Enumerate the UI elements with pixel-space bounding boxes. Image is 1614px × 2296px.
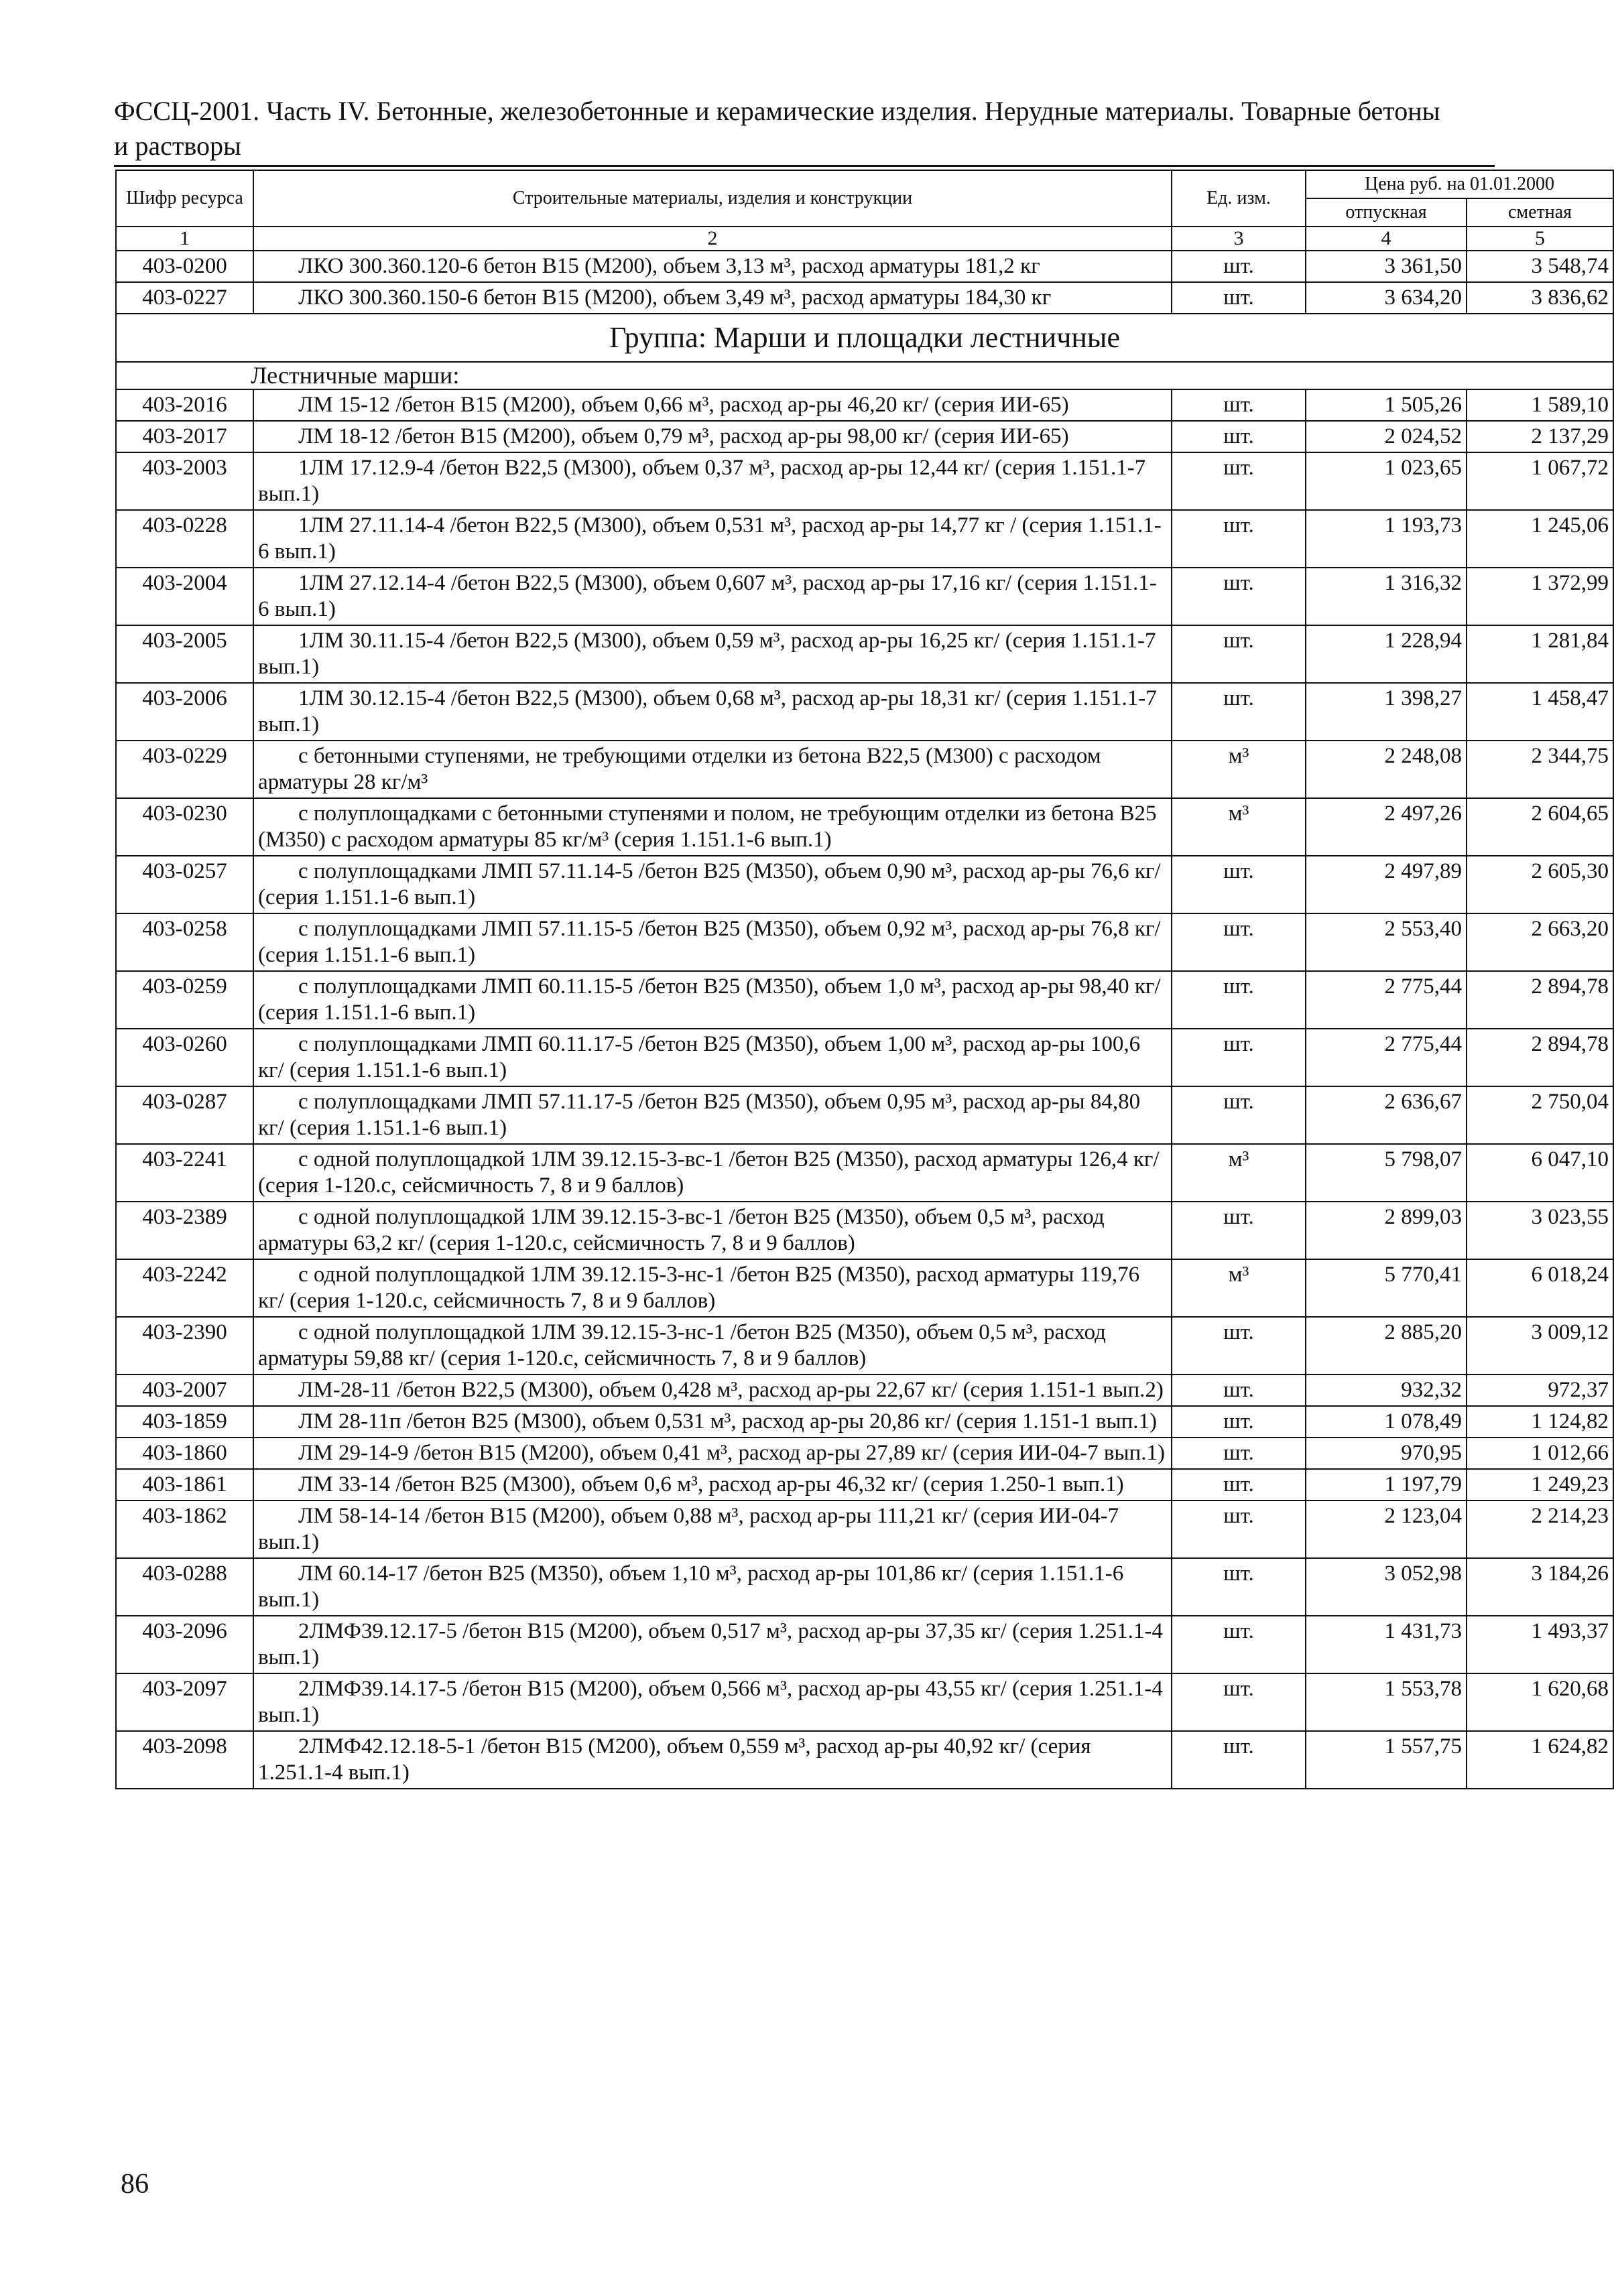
unit-of-measure: шт. <box>1172 1202 1306 1259</box>
estimate-price: 1 012,66 <box>1467 1438 1613 1469</box>
table-row <box>116 1406 1613 1438</box>
release-price: 1 553,78 <box>1306 1673 1467 1731</box>
unit-of-measure: шт. <box>1172 971 1306 1029</box>
estimate-price: 6 047,10 <box>1467 1144 1613 1202</box>
unit-of-measure: шт. <box>1172 568 1306 625</box>
estimate-price: 2 137,29 <box>1467 421 1613 452</box>
group-heading-row <box>116 314 1613 362</box>
unit-of-measure: шт. <box>1172 625 1306 683</box>
column-number: 3 <box>1172 227 1306 251</box>
resource-code: 403-2098 <box>116 1731 253 1789</box>
column-number: 2 <box>253 227 1172 251</box>
price-table <box>115 170 1614 1789</box>
estimate-price: 972,37 <box>1467 1375 1613 1406</box>
resource-code: 403-0259 <box>116 971 253 1029</box>
unit-of-measure: шт. <box>1172 421 1306 452</box>
item-description: с полуплощадками ЛМП 60.11.15-5 /бетон В25 (М350), объем 1,0 м³, расход ар-ры 98,40 кг/ (серия 1.151.1-6 вып.1) <box>253 971 1172 1029</box>
unit-of-measure: шт. <box>1172 1501 1306 1558</box>
table-row <box>116 971 1613 1029</box>
estimate-price: 1 249,23 <box>1467 1469 1613 1501</box>
table-row <box>116 683 1613 741</box>
unit-of-measure: м³ <box>1172 741 1306 798</box>
release-price: 1 316,32 <box>1306 568 1467 625</box>
table-row <box>116 1259 1613 1317</box>
item-description: 2ЛМФ42.12.18-5-1 /бетон В15 (М200), объем 0,559 м³, расход ар-ры 40,92 кг/ (серия 1.251.1-4 вып.1) <box>253 1731 1172 1789</box>
resource-code: 403-2005 <box>116 625 253 683</box>
item-description: с бетонными ступенями, не требующими отделки из бетона В22,5 (М300) с расходом арматуры 28 кг/м³ <box>253 741 1172 798</box>
col-header-unit: Ед. изм. <box>1172 170 1306 227</box>
release-price: 2 248,08 <box>1306 741 1467 798</box>
column-number: 5 <box>1467 227 1613 251</box>
estimate-price: 1 372,99 <box>1467 568 1613 625</box>
resource-code: 403-2241 <box>116 1144 253 1202</box>
unit-of-measure: шт. <box>1172 1086 1306 1144</box>
estimate-price: 3 023,55 <box>1467 1202 1613 1259</box>
item-description: 1ЛМ 30.12.15-4 /бетон В22,5 (М300), объем 0,68 м³, расход ар-ры 18,31 кг/ (серия 1.151.1-7 вып.1) <box>253 683 1172 741</box>
item-description: ЛМ 29-14-9 /бетон В15 (М200), объем 0,41 м³, расход ар-ры 27,89 кг/ (серия ИИ-04-7 вып.1) <box>253 1438 1172 1469</box>
subgroup-title: Лестничные марши: <box>116 362 1613 389</box>
unit-of-measure: шт. <box>1172 856 1306 913</box>
release-price: 1 398,27 <box>1306 683 1467 741</box>
resource-code: 403-1862 <box>116 1501 253 1558</box>
group-section <box>116 314 1613 389</box>
release-price: 2 885,20 <box>1306 1317 1467 1375</box>
item-description: с одной полуплощадкой 1ЛМ 39.12.15-3-вс-1 /бетон В25 (М350), расход арматуры 126,4 кг/ (серия 1-120.с, сейсмичность 7, 8 и 9 баллов) <box>253 1144 1172 1202</box>
resource-code: 403-0228 <box>116 510 253 568</box>
resource-code: 403-2389 <box>116 1202 253 1259</box>
item-description: 1ЛМ 30.11.15-4 /бетон В22,5 (М300), объем 0,59 м³, расход ар-ры 16,25 кг/ (серия 1.151.1-7 вып.1) <box>253 625 1172 683</box>
estimate-price: 1 458,47 <box>1467 683 1613 741</box>
item-description: 2ЛМФ39.12.17-5 /бетон В15 (М200), объем 0,517 м³, расход ар-ры 37,35 кг/ (серия 1.251.1-4 вып.1) <box>253 1616 1172 1673</box>
estimate-price: 2 344,75 <box>1467 741 1613 798</box>
unit-of-measure: м³ <box>1172 798 1306 856</box>
table-row <box>116 1558 1613 1616</box>
unit-of-measure: шт. <box>1172 913 1306 971</box>
release-price: 2 775,44 <box>1306 1029 1467 1086</box>
item-description: с одной полуплощадкой 1ЛМ 39.12.15-3-нс-1 /бетон В25 (М350), расход арматуры 119,76 кг/ (серия 1-120.с, сейсмичность 7, 8 и 9 баллов) <box>253 1259 1172 1317</box>
resource-code: 403-2017 <box>116 421 253 452</box>
estimate-price: 2 605,30 <box>1467 856 1613 913</box>
table-row <box>116 1469 1613 1501</box>
release-price: 1 505,26 <box>1306 389 1467 421</box>
unit-of-measure: шт. <box>1172 1375 1306 1406</box>
release-price: 1 431,73 <box>1306 1616 1467 1673</box>
col-header-name: Строительные материалы, изделия и конструкции <box>253 170 1172 227</box>
table-row <box>116 1501 1613 1558</box>
unit-of-measure: шт. <box>1172 510 1306 568</box>
table-row <box>116 1438 1613 1469</box>
resource-code: 403-2016 <box>116 389 253 421</box>
col-header-estimate-price: сметная <box>1467 198 1613 227</box>
table-row <box>116 568 1613 625</box>
resource-code: 403-2004 <box>116 568 253 625</box>
estimate-price: 1 589,10 <box>1467 389 1613 421</box>
item-description: 1ЛМ 27.11.14-4 /бетон В22,5 (М300), объем 0,531 м³, расход ар-ры 14,77 кг / (серия 1.151.1-6 вып.1) <box>253 510 1172 568</box>
unit-of-measure: шт. <box>1172 1406 1306 1438</box>
release-price: 3 361,50 <box>1306 251 1467 282</box>
item-description: ЛМ 60.14-17 /бетон В25 (М350), объем 1,10 м³, расход ар-ры 101,86 кг/ (серия 1.151.1-6 вып.1) <box>253 1558 1172 1616</box>
item-description: с полуплощадками ЛМП 57.11.15-5 /бетон В25 (М350), объем 0,92 м³, расход ар-ры 76,8 кг/ (серия 1.151.1-6 вып.1) <box>253 913 1172 971</box>
table-header-row <box>116 170 1613 198</box>
unit-of-measure: м³ <box>1172 1259 1306 1317</box>
release-price: 932,32 <box>1306 1375 1467 1406</box>
table-row <box>116 1086 1613 1144</box>
table-row <box>116 1029 1613 1086</box>
estimate-price: 2 214,23 <box>1467 1501 1613 1558</box>
item-description: ЛМ 33-14 /бетон В25 (М300), объем 0,6 м³, расход ар-ры 46,32 кг/ (серия 1.250-1 вып.1) <box>253 1469 1172 1501</box>
page-number: 86 <box>121 2169 149 2199</box>
col-header-code: Шифр ресурса <box>116 170 253 227</box>
table-row <box>116 856 1613 913</box>
estimate-price: 2 750,04 <box>1467 1086 1613 1144</box>
item-description: 2ЛМФ39.14.17-5 /бетон В15 (М200), объем 0,566 м³, расход ар-ры 43,55 кг/ (серия 1.251.1-4 вып.1) <box>253 1673 1172 1731</box>
release-price: 1 078,49 <box>1306 1406 1467 1438</box>
resource-code: 403-0257 <box>116 856 253 913</box>
table-row <box>116 625 1613 683</box>
item-description: с полуплощадками ЛМП 57.11.17-5 /бетон В25 (М350), объем 0,95 м³, расход ар-ры 84,80 кг/ (серия 1.151.1-6 вып.1) <box>253 1086 1172 1144</box>
estimate-price: 6 018,24 <box>1467 1259 1613 1317</box>
release-price: 3 052,98 <box>1306 1558 1467 1616</box>
resource-code: 403-0287 <box>116 1086 253 1144</box>
unit-of-measure: шт. <box>1172 1558 1306 1616</box>
release-price: 5 770,41 <box>1306 1259 1467 1317</box>
table-row <box>116 1731 1613 1789</box>
estimate-price: 3 009,12 <box>1467 1317 1613 1375</box>
unit-of-measure: шт. <box>1172 1616 1306 1673</box>
table-row <box>116 282 1613 314</box>
estimate-price: 2 894,78 <box>1467 1029 1613 1086</box>
resource-code: 403-2006 <box>116 683 253 741</box>
item-description: с одной полуплощадкой 1ЛМ 39.12.15-3-нс-1 /бетон В25 (М350), объем 0,5 м³, расход арматуры 59,88 кг/ (серия 1-120.с, сейсмичность 7, 8 и 9 баллов) <box>253 1317 1172 1375</box>
table-row <box>116 1616 1613 1673</box>
estimate-price: 1 493,37 <box>1467 1616 1613 1673</box>
page-header <box>114 94 1495 167</box>
item-description: с одной полуплощадкой 1ЛМ 39.12.15-3-вс-1 /бетон В25 (М350), объем 0,5 м³, расход арматуры 63,2 кг/ (серия 1-120.с, сейсмичность 7, 8 и 9 баллов) <box>253 1202 1172 1259</box>
unit-of-measure: шт. <box>1172 1469 1306 1501</box>
estimate-price: 1 067,72 <box>1467 452 1613 510</box>
table-row <box>116 1317 1613 1375</box>
resource-code: 403-0260 <box>116 1029 253 1086</box>
item-description: ЛМ 15-12 /бетон В15 (М200), объем 0,66 м³, расход ар-ры 46,20 кг/ (серия ИИ-65) <box>253 389 1172 421</box>
col-header-price: Цена руб. на 01.01.2000 <box>1306 170 1613 198</box>
unit-of-measure: шт. <box>1172 1029 1306 1086</box>
resource-code: 403-0229 <box>116 741 253 798</box>
resource-code: 403-2097 <box>116 1673 253 1731</box>
release-price: 2 497,89 <box>1306 856 1467 913</box>
release-price: 5 798,07 <box>1306 1144 1467 1202</box>
unit-of-measure: шт. <box>1172 282 1306 314</box>
item-description: с полуплощадками с бетонными ступенями и полом, не требующим отделки из бетона В25 (М350) с расходом арматуры 85 кг/м³ (серия 1.151.1-6 вып.1) <box>253 798 1172 856</box>
table-row <box>116 741 1613 798</box>
unit-of-measure: шт. <box>1172 1673 1306 1731</box>
subgroup-heading-row <box>116 362 1613 389</box>
table-row <box>116 913 1613 971</box>
release-price: 1 193,73 <box>1306 510 1467 568</box>
unit-of-measure: шт. <box>1172 1438 1306 1469</box>
item-description: ЛКО 300.360.150-6 бетон В15 (М200), объем 3,49 м³, расход арматуры 184,30 кг <box>253 282 1172 314</box>
release-price: 2 123,04 <box>1306 1501 1467 1558</box>
unit-of-measure: шт. <box>1172 251 1306 282</box>
unit-of-measure: шт. <box>1172 683 1306 741</box>
release-price: 2 024,52 <box>1306 421 1467 452</box>
estimate-price: 2 894,78 <box>1467 971 1613 1029</box>
group-title: Группа: Марши и площадки лестничные <box>116 314 1613 362</box>
item-description: ЛМ 18-12 /бетон В15 (М200), объем 0,79 м³, расход ар-ры 98,00 кг/ (серия ИИ-65) <box>253 421 1172 452</box>
resource-code: 403-1859 <box>116 1406 253 1438</box>
resource-code: 403-1860 <box>116 1438 253 1469</box>
resource-code: 403-1861 <box>116 1469 253 1501</box>
item-description: 1ЛМ 27.12.14-4 /бетон В22,5 (М300), объем 0,607 м³, расход ар-ры 17,16 кг/ (серия 1.151.1-6 вып.1) <box>253 568 1172 625</box>
resource-code: 403-2390 <box>116 1317 253 1375</box>
resource-code: 403-0230 <box>116 798 253 856</box>
resource-code: 403-0258 <box>116 913 253 971</box>
resource-code: 403-2242 <box>116 1259 253 1317</box>
table-body-top <box>116 251 1613 314</box>
table-row <box>116 389 1613 421</box>
table-row <box>116 452 1613 510</box>
estimate-price: 1 281,84 <box>1467 625 1613 683</box>
resource-code: 403-0227 <box>116 282 253 314</box>
document-title-continued: и растворы <box>114 129 1495 167</box>
column-number: 1 <box>116 227 253 251</box>
table-row <box>116 251 1613 282</box>
item-description: 1ЛМ 17.12.9-4 /бетон В22,5 (М300), объем 0,37 м³, расход ар-ры 12,44 кг/ (серия 1.151.1-7 вып.1) <box>253 452 1172 510</box>
release-price: 970,95 <box>1306 1438 1467 1469</box>
column-number-row <box>116 227 1613 251</box>
release-price: 2 636,67 <box>1306 1086 1467 1144</box>
release-price: 1 228,94 <box>1306 625 1467 683</box>
item-description: ЛМ 28-11п /бетон В25 (М300), объем 0,531 м³, расход ар-ры 20,86 кг/ (серия 1.151-1 вып.1) <box>253 1406 1172 1438</box>
table-row <box>116 1673 1613 1731</box>
table-row <box>116 1375 1613 1406</box>
unit-of-measure: шт. <box>1172 1731 1306 1789</box>
release-price: 2 899,03 <box>1306 1202 1467 1259</box>
table-row <box>116 1144 1613 1202</box>
release-price: 2 497,26 <box>1306 798 1467 856</box>
resource-code: 403-0200 <box>116 251 253 282</box>
table-row <box>116 798 1613 856</box>
estimate-price: 1 124,82 <box>1467 1406 1613 1438</box>
estimate-price: 3 836,62 <box>1467 282 1613 314</box>
item-description: ЛКО 300.360.120-6 бетон В15 (М200), объем 3,13 м³, расход арматуры 181,2 кг <box>253 251 1172 282</box>
col-header-release-price: отпускная <box>1306 198 1467 227</box>
column-number: 4 <box>1306 227 1467 251</box>
estimate-price: 2 604,65 <box>1467 798 1613 856</box>
table-body-main <box>116 389 1613 1789</box>
table-row <box>116 510 1613 568</box>
release-price: 1 197,79 <box>1306 1469 1467 1501</box>
table-row <box>116 1202 1613 1259</box>
estimate-price: 1 620,68 <box>1467 1673 1613 1731</box>
table-row <box>116 421 1613 452</box>
estimate-price: 2 663,20 <box>1467 913 1613 971</box>
release-price: 1 557,75 <box>1306 1731 1467 1789</box>
item-description: с полуплощадками ЛМП 60.11.17-5 /бетон В25 (М350), объем 1,00 м³, расход ар-ры 100,6 кг/ (серия 1.151.1-6 вып.1) <box>253 1029 1172 1086</box>
item-description: ЛМ-28-11 /бетон В22,5 (М300), объем 0,428 м³, расход ар-ры 22,67 кг/ (серия 1.151-1 вып.2) <box>253 1375 1172 1406</box>
item-description: ЛМ 58-14-14 /бетон В15 (М200), объем 0,88 м³, расход ар-ры 111,21 кг/ (серия ИИ-04-7 вып.1) <box>253 1501 1172 1558</box>
unit-of-measure: м³ <box>1172 1144 1306 1202</box>
estimate-price: 3 184,26 <box>1467 1558 1613 1616</box>
document-title: ФССЦ-2001. Часть IV. Бетонные, железобетонные и керамические изделия. Нерудные материалы. Товарные бетоны <box>114 96 1440 126</box>
item-description: с полуплощадками ЛМП 57.11.14-5 /бетон В25 (М350), объем 0,90 м³, расход ар-ры 76,6 кг/ (серия 1.151.1-6 вып.1) <box>253 856 1172 913</box>
estimate-price: 1 245,06 <box>1467 510 1613 568</box>
resource-code: 403-0288 <box>116 1558 253 1616</box>
release-price: 3 634,20 <box>1306 282 1467 314</box>
unit-of-measure: шт. <box>1172 389 1306 421</box>
resource-code: 403-2007 <box>116 1375 253 1406</box>
release-price: 1 023,65 <box>1306 452 1467 510</box>
resource-code: 403-2003 <box>116 452 253 510</box>
estimate-price: 1 624,82 <box>1467 1731 1613 1789</box>
unit-of-measure: шт. <box>1172 1317 1306 1375</box>
estimate-price: 3 548,74 <box>1467 251 1613 282</box>
release-price: 2 553,40 <box>1306 913 1467 971</box>
resource-code: 403-2096 <box>116 1616 253 1673</box>
unit-of-measure: шт. <box>1172 452 1306 510</box>
release-price: 2 775,44 <box>1306 971 1467 1029</box>
